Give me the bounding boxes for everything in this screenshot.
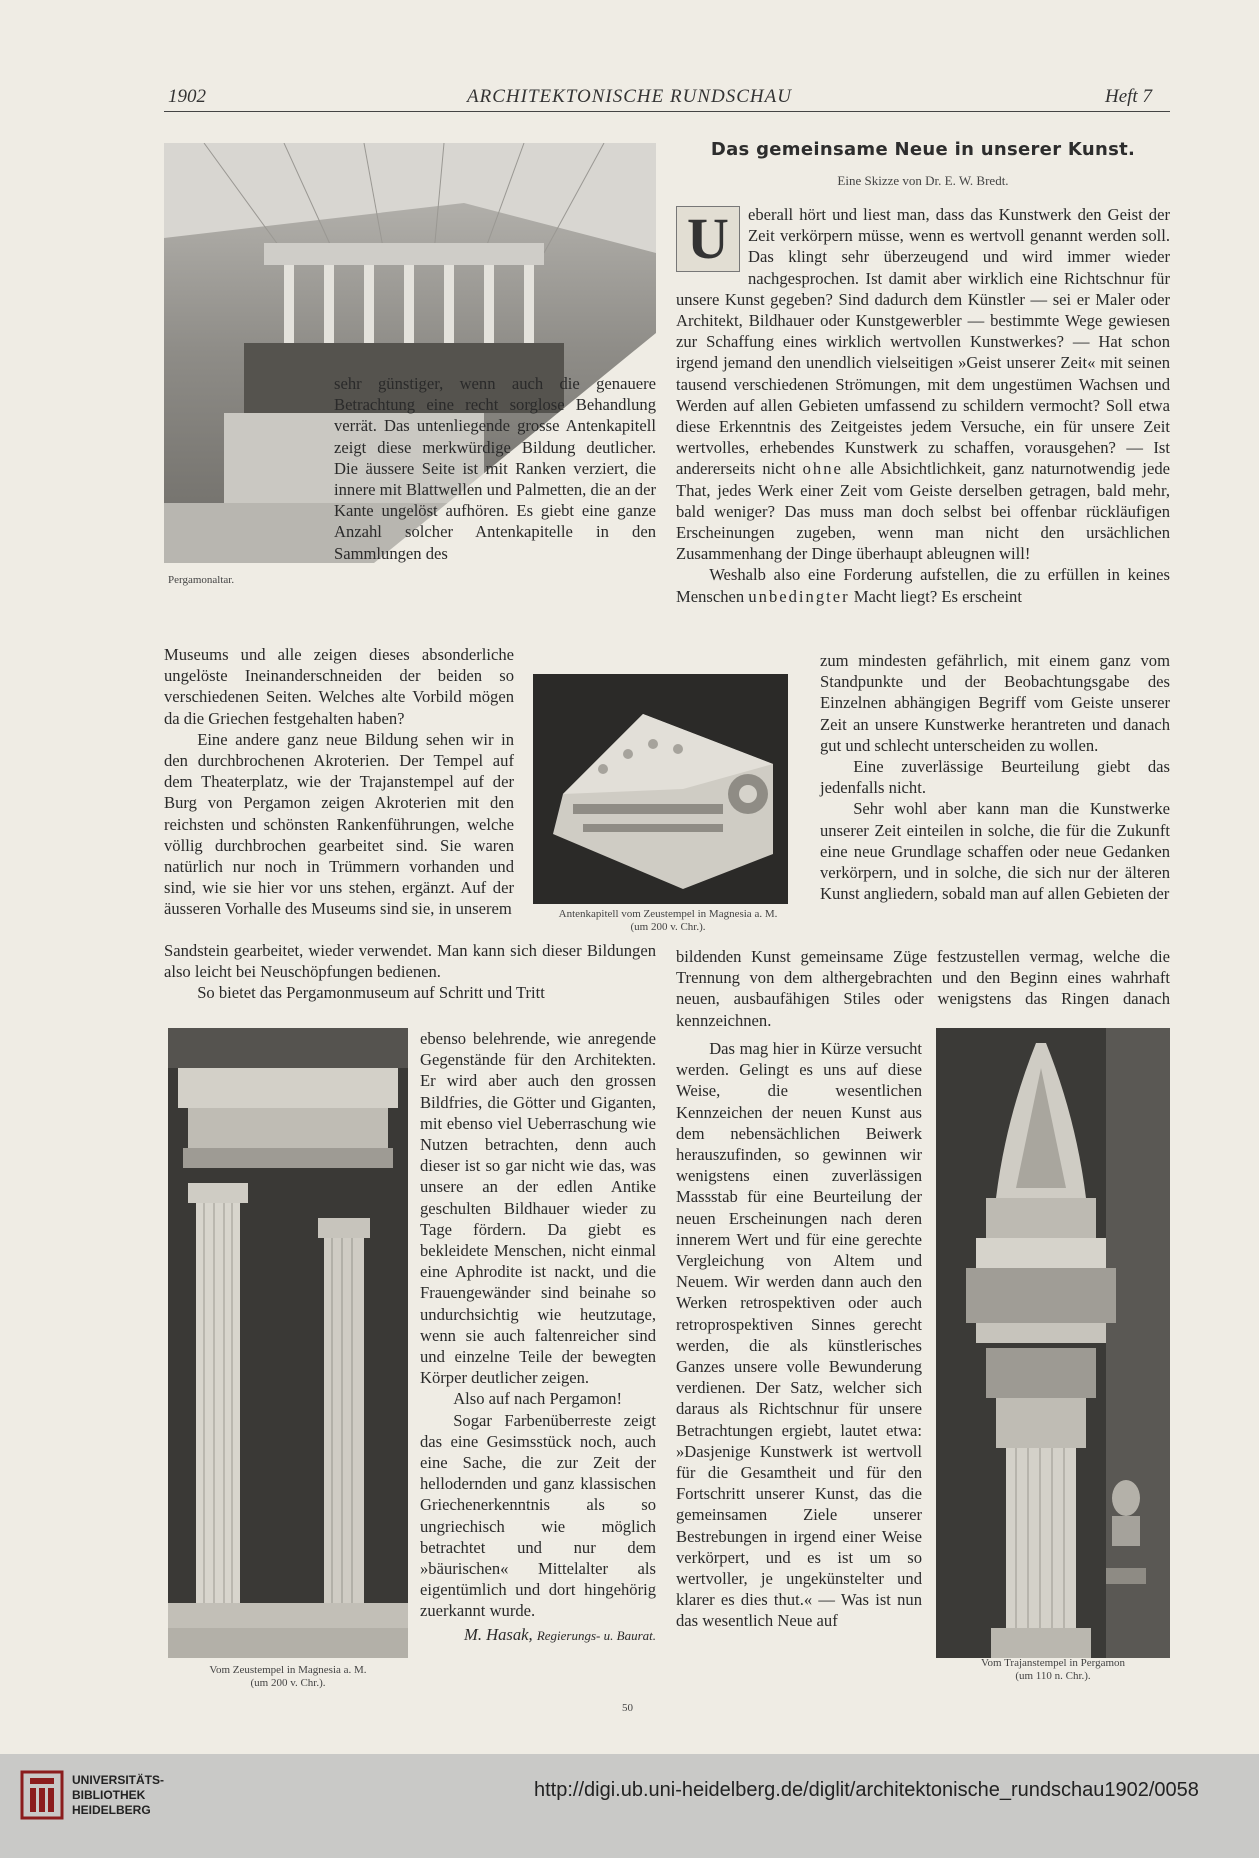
paragraph-zuverlaessig: Eine zuverlässige Beurteilung giebt das jedenfalls nicht. bbox=[820, 757, 1170, 798]
zeustempel-photo bbox=[168, 1028, 408, 1658]
paragraph-akroterien: Eine andere ganz neue Bildung sehen wir in den durchbrochenen Akroterien. Der Tempel auf dem Theaterplatz, wie der Trajanstempel auf der Burg von Pergamon zeigen Akroterien mit den reichsten und schönsten Rankenführungen, welche völlig durchbrochen gearbeitet sind. Sie waren natürlich nur noch in Trümmern vorhanden und sind, wie sie hier vor uns stehen, ergänzt. Auf der äusseren Vorhalle des Museums sind sie, in unserem bbox=[164, 729, 514, 919]
article-signature bbox=[420, 1624, 656, 1646]
header-issue: Heft 7 bbox=[1105, 86, 1152, 107]
paragraph-also-pergamon: Also auf nach Pergamon! bbox=[453, 1389, 623, 1409]
paragraph-sehr-wohl: Sehr wohl aber kann man die Kunstwerke unserer Zeit einteilen in solche, die für die Zukunft eine neue Grundlage schaffen oder neue Gedanken verkörpern, und in solche, die sich nur der älteren Kunst angliedern, sobald man auf allen Gebieten der bbox=[820, 799, 1170, 904]
article-title: Das gemeinsame Neue in unserer Kunst. bbox=[710, 139, 1136, 160]
paragraph-sandstein: Sandstein gearbeitet, wieder verwendet. Man kann sich dieser Bildungen also leicht bei Neuschöpfungen bedienen. bbox=[164, 941, 656, 982]
paragraph-pergamon-wrap: sehr günstiger, wenn auch die genauere Betrachtung eine recht sorglose Behandlung verrät. Das untenliegende grosse Antenkapitell zeigt diese merkwürdige Bildung deutlicher. Die äussere Seite ist mit Ranken verziert, die innere mit Blattwellen und Palmetten, die an der Kante ungelöst aufhören. Es giebt eine ganze Anzahl solcher Antenkapitelle in den Sammlungen des bbox=[334, 374, 656, 563]
paragraph-sogar: Sogar Farbenüberreste zeigt das eine Gesimsstück noch, auch eine Sache, die zur Zeit der hellodernden und ganz klassischen Griechenerkenntnis als so ungriechisch wie möglich betrachtet und nur dem »bäurischen« Mittelalter als eigentümlich und dort hingehörig zuerkannt wurde. bbox=[420, 1410, 656, 1621]
left-narrow-column bbox=[420, 1028, 656, 1646]
header-year: 1902 bbox=[168, 86, 206, 107]
paragraph-gefaehrlich: zum mindesten gefährlich, mit einem ganz vom Standpunkte und der Beobachtungsgabe des Einzelnen abhängigen Begriff vom Geiste unserer Zeit an unsere Kunstwerke herantreten und danach gut und schlecht unterscheiden zu wollen. bbox=[820, 651, 1170, 755]
page-number: 50 bbox=[622, 1702, 633, 1714]
paragraph-weshalb: Weshalb also eine Forderung aufstellen, die zu erfüllen in keines Menschen unbedingter Macht liegt? Es erscheint bbox=[676, 565, 1170, 606]
paragraph-ueberall: U eberall hört und liest man, dass das Kunstwerk den Geist der Zeit verkörpern müsse, wenn es wertvoll genannt werden soll. Das klingt sehr überzeugend und wird immer wieder nachgesprochen. Ist damit aber wirklich eine Richtschnur für unsere Kunst gegeben? Sind dadurch dem Künstler — sei er Maler oder Architekt, Bildhauer oder Kunstgewerbler — bestimmte Wege gewiesen zur Schaffung eines wirklich wertvollen Kunstwerkes? — Hat schon irgend jemand den unendlich vielseitigen »Geist unserer Zeit« mit seinen tausend verschiedenen Strömungen, mit dem ungestümen Wachsen und Werden auf allen Gebieten umfassend zu schildern vermocht? Soll etwa diese Erkenntnis des Zeitgeistes jedem Versuche, ein für unsere Zeit wertvolles, erhebendes Kunstwerk zu schaffen, vorausgehen? — Ist andererseits nicht ohne alle Absichtlichkeit, ganz naturnotwendig jede That, jedes Werk einer Zeit vom Geiste derselben getragen, bald mehr, bald weniger? Das muss man doch selbst bei offenbar rückläufigen Erscheinungen zugeben, wenn man nicht den ursächlichen Zusammenhang der Dinge überhaupt ableugnen will! bbox=[676, 205, 1170, 564]
paragraph-das-mag: Das mag hier in Kürze versucht werden. Gelingt es uns auf diese Weise, die wesentlichen Kennzeichen der neuen Kunst aus dem nebensächlichen Beiwerk herauszufinden, so gewinnen wir wenigstens einen zuverlässigen Massstab für eine Beurteilung der neuen Erscheinungen nach deren innerem Wert und für eine gerechte Vergleichung von Altem und Neuem. Wir werden dann auch den Werken retrospektiven oder auch retroprospektiven Sinnes gerecht werden, die als künstlerisches Ganzes unsere volle Bewunderung verdienen. Der Satz, welcher sich daraus als Richtschnur für unsere Betrachtungen ergiebt, lautet etwa: »Dasjenige Kunstwerk ist wertvoll für die Gesamtheit und für den Fortschritt unserer Kunst, das die gemeinsamen Ziele unserer Bestrebungen in irgend einer Weise verkörpert, und es ist um so wertvoller, je ungekünstelter und klarer es dies thut.« — Was ist nun das wesentlich Neue auf bbox=[676, 1039, 922, 1631]
caption-pergamon: Pergamonaltar. bbox=[168, 574, 235, 586]
left-text-sandstein bbox=[164, 940, 656, 1004]
trajanstempel-photo bbox=[936, 1028, 1170, 1658]
signature-name: M. Hasak, bbox=[464, 1624, 533, 1644]
left-text-top bbox=[164, 373, 656, 564]
right-text-beside-anten bbox=[820, 650, 1170, 904]
right-text-top bbox=[676, 204, 1170, 607]
paragraph-so-bietet: So bietet das Pergamonmuseum auf Schritt und Tritt bbox=[197, 983, 545, 1003]
paragraph-belehrende: ebenso belehrende, wie anregende Gegenstände für den Architekten. Er wird aber auch den grossen Bildfries, die Götter und Giganten, mit ebenso viel Ueberraschung wie Nutzen betrachten, denn auch dieser ist so gar nicht wie das, was unsere an der edlen Antike geschulten Bildhauer wieder zu Tage fördern. Da giebt es bekleidete Menschen, nicht einmal eine Aphrodite ist nackt, und die Frauengewänder sind beinahe so undurchsichtig wie heutzutage, wenn sie auch faltenreicher sind und einzelne Teile der bewegten Körper deutlicher zeigen. bbox=[420, 1029, 656, 1388]
caption-trajanstempel: Vom Trajanstempel in Pergamon (um 110 n. Chr.). bbox=[980, 1657, 1126, 1682]
signature-role: Regierungs- u. Baurat. bbox=[536, 1627, 656, 1643]
library-name: UNIVERSITÄTS- BIBLIOTHEK HEIDELBERG bbox=[72, 1773, 165, 1817]
source-url-link[interactable]: http://digi.ub.uni-heidelberg.de/diglit/architektonische_rundschau1902/0058 bbox=[534, 1779, 1199, 1801]
university-library-logo-icon bbox=[20, 1770, 64, 1820]
caption-antenkapitell: Antenkapitell vom Zeustempel in Magnesia a. M. (um 200 v. Chr.). bbox=[558, 908, 778, 933]
header-rule bbox=[164, 111, 1170, 112]
right-text-full bbox=[676, 946, 1170, 1031]
paragraph-bildenden: bildenden Kunst gemeinsame Züge festzustellen vermag, welche die Trennung von dem althergebrachten und den Beginn eines wahrhaft neuen, ausbaufähigen Stiles oder wenigstens das Ringen danach kennzeichnen. bbox=[676, 947, 1170, 1030]
paragraph-museum: Museums und alle zeigen dieses absonderliche ungelöste Ineinanderschneiden der beiden so verschiedenen Seiten. Welches alte Vorbild mögen da die Griechen festgehalten haben? bbox=[164, 645, 514, 728]
header-journal: ARCHITEKTONISCHE RUNDSCHAU bbox=[467, 86, 792, 107]
right-narrow-column bbox=[676, 1038, 922, 1632]
caption-zeustempel: Vom Zeustempel in Magnesia a. M. (um 200 v. Chr.). bbox=[209, 1664, 367, 1689]
dropcap-initial: U bbox=[676, 206, 740, 272]
article-subtitle: Eine Skizze von Dr. E. W. Bredt. bbox=[837, 173, 1009, 188]
left-text-museum bbox=[164, 644, 514, 920]
antenkapitell-photo bbox=[533, 674, 788, 904]
